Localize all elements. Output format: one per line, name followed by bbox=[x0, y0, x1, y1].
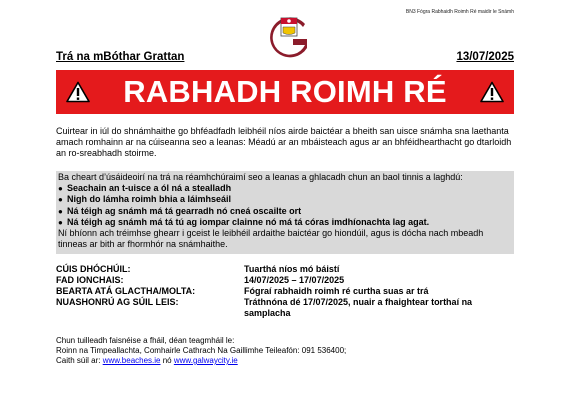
intro-paragraph: Cuirtear in iúl do shnámhaithe go bhféadfadh leibhéil níos airde baictéar a bheith san uisce snámha sna laethanta amach romhainn ar na cúiseanna seo a leanas: Méadú ar an mbáisteach agus ar an bhféidhearthacht go dtarloidh an ro-sreabhadh stoirme. bbox=[56, 126, 512, 158]
detail-row-cause bbox=[56, 264, 516, 275]
list-item: ● Nigh do lámha roimh bhia a láimhseáil bbox=[58, 194, 232, 205]
advice-list bbox=[58, 183, 512, 228]
detail-label: NUASHONRÚ AG SÚIL LEIS: bbox=[56, 297, 179, 307]
beach-name: Trá na mBóthar Grattan bbox=[56, 51, 185, 63]
details-table bbox=[56, 264, 516, 319]
bullet-icon: ● bbox=[58, 184, 63, 194]
galwaycity-link[interactable]: www.galwaycity.ie bbox=[173, 356, 238, 365]
contact-intro: Chun tuilleadh faisnéise a fháil, déan teagmháil le: bbox=[56, 336, 235, 345]
contact-links: Caith súil ar: www.beaches.ie nó www.galwaycity.ie bbox=[56, 356, 238, 365]
contact-section bbox=[56, 336, 516, 366]
detail-label: BEARTA ATÁ GLACTHA/MOLTA: bbox=[56, 286, 196, 296]
list-item: ● Seachain an t-uisce a ól ná a stealladh bbox=[58, 183, 232, 194]
detail-value: Tráthnóna dé 17/07/2025, nuair a fhaightear torthaí na samplacha bbox=[244, 297, 473, 318]
list-item: ● Ná téigh ag snámh má tá tú ag iompar clainne nó má tá córas imdhíonachta lag agat. bbox=[58, 216, 430, 227]
advice-box bbox=[56, 171, 514, 254]
list-item: ● Ná téigh ag snámh má tá gearradh nó cneá oscailte ort bbox=[58, 205, 302, 216]
advice-heading: Ba cheart d’úsáideoirí na trá na réamhchúraimí seo a leanas a ghlacadh chun an baol tinnis a laghdú: bbox=[58, 172, 463, 182]
warning-triangle-icon bbox=[480, 81, 504, 103]
bullet-icon: ● bbox=[58, 217, 63, 227]
beaches-link[interactable]: www.beaches.ie bbox=[102, 356, 161, 365]
warning-triangle-icon bbox=[66, 81, 90, 103]
detail-label: FAD IONCHAIS: bbox=[56, 275, 124, 285]
detail-row-update bbox=[56, 297, 516, 319]
detail-value: 14/07/2025 – 17/07/2025 bbox=[244, 275, 345, 285]
bullet-icon: ● bbox=[58, 195, 63, 205]
warning-banner bbox=[56, 70, 514, 114]
detail-row-measures bbox=[56, 286, 516, 297]
detail-value: Tuarthá níos mó báistí bbox=[244, 264, 340, 274]
bullet-icon: ● bbox=[58, 206, 63, 216]
contact-department: Roinn na Timpeallachta, Comhairle Cathrach Na Gaillimhe Teileafón: 091 536400; bbox=[56, 346, 347, 355]
detail-label: CÚIS DHÓCHÚIL: bbox=[56, 264, 131, 274]
detail-value: Fógraí rabhaidh roimh ré curtha suas ar trá bbox=[244, 286, 429, 296]
banner-title: RABHADH ROIMH RÉ bbox=[123, 74, 447, 109]
advice-footer: Ní bhíonn ach tréimhse ghearr i gceist le leibhéil ardaithe baictéar go hiondúil, agus is dócha nach mbeadh tinneas ar bith ar fhormhór na snámhaithe. bbox=[58, 228, 484, 250]
notice-date: 13/07/2025 bbox=[456, 51, 514, 63]
reference-note: BN3 Fógra Rabhaidh Roimh Ré maidir le Snámh bbox=[405, 9, 514, 15]
header-row bbox=[56, 51, 514, 63]
detail-row-duration bbox=[56, 275, 516, 286]
